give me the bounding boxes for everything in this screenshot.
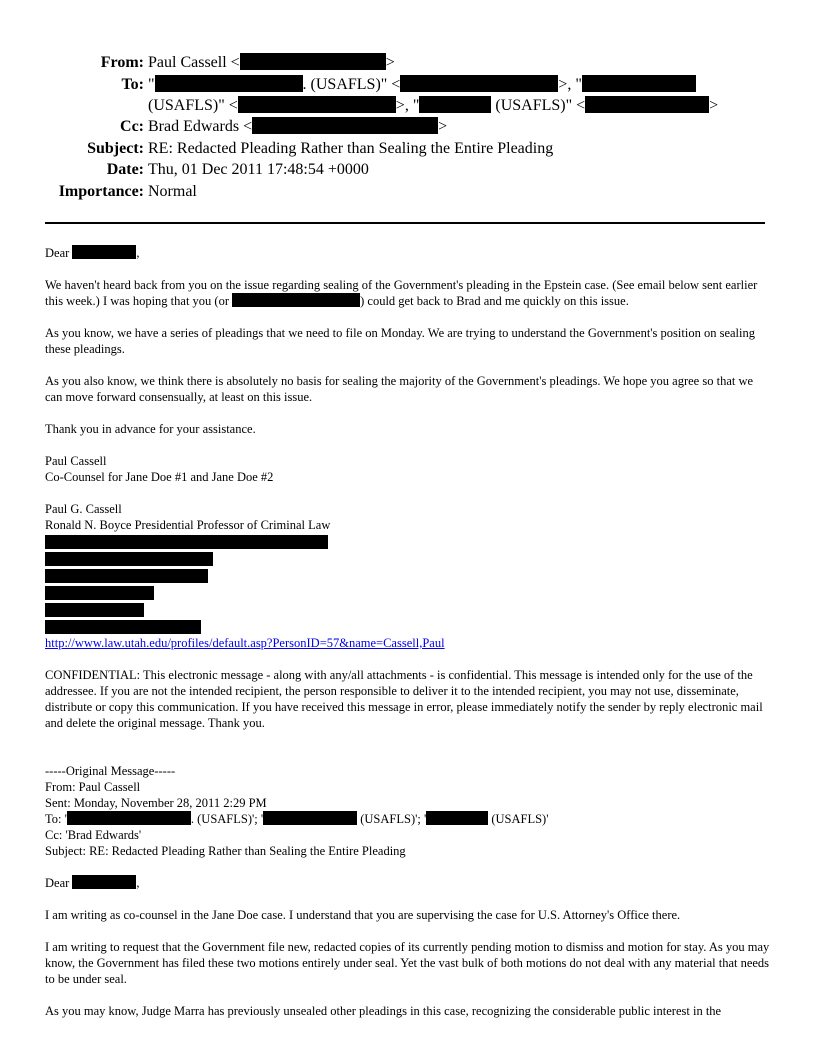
- redaction: [400, 75, 558, 92]
- confidentiality-notice: CONFIDENTIAL: This electronic message - along with any/all attachments - is confidential. This message is intended only for the use of the addressee. If you are not the intended recipient, the person responsible to deliver it to the intended recipient, you may not use, disseminate, distribute or copy this communication. If you have received this message in error, please immediately notify the sender by reply electronic mail and delete the original message. Thank you.: [45, 668, 763, 730]
- original-separator: -----Original Message-----: [45, 764, 176, 778]
- cc-value: Brad Edwards <: [148, 118, 253, 135]
- importance-value: Normal: [148, 183, 197, 200]
- greeting-text: Dear: [45, 246, 70, 260]
- header-divider: [45, 222, 765, 224]
- original-paragraph-3: As you may know, Judge Marra has previously unsealed other pleadings in this case, recognizing the considerable public interest in the: [45, 1004, 722, 1018]
- to-label: To:: [121, 76, 144, 93]
- signature-fullname: Paul G. Cassell: [45, 502, 122, 516]
- redaction: [45, 552, 213, 566]
- profile-link[interactable]: http://www.law.utah.edu/profiles/default.asp?PersonID=57&name=Cassell,Paul: [45, 636, 445, 650]
- to-part-2: >, ": [558, 76, 582, 93]
- greeting-punct: ,: [136, 246, 140, 260]
- date-value: Thu, 01 Dec 2011 17:48:54 +0000: [148, 161, 369, 178]
- signature-redactions: [45, 535, 770, 634]
- paragraph-2: As you know, we have a series of pleadings that we need to file on Monday. We are trying to understand the Government's position on sealing these pleadings.: [45, 326, 755, 356]
- original-cc: Cc: 'Brad Edwards': [45, 828, 142, 842]
- redaction: [45, 535, 328, 549]
- redaction: [72, 245, 136, 259]
- redaction: [426, 811, 488, 825]
- to-line2-a: (USAFLS)" <: [148, 97, 238, 114]
- to-row-continued: [148, 95, 718, 117]
- date-label: Date:: [106, 161, 144, 178]
- redaction: [45, 620, 201, 634]
- redaction: [252, 117, 438, 134]
- redaction: [419, 96, 491, 113]
- original-to-b: . (USAFLS)'; ': [190, 812, 264, 826]
- redaction: [582, 75, 696, 92]
- paragraph-1b: ) could get back to Brad and me quickly on this issue.: [360, 294, 629, 308]
- redaction: [232, 293, 360, 307]
- original-to-c: (USAFLS)'; ': [357, 812, 427, 826]
- to-line2-d: >: [709, 97, 719, 114]
- redaction: [238, 96, 396, 113]
- redaction: [585, 96, 709, 113]
- from-close: >: [385, 54, 395, 71]
- redaction: [67, 811, 191, 825]
- paragraph-3: As you also know, we think there is absolutely no basis for sealing the majority of the Government's pleadings. We hope you agree so that we can move forward consensually, at least on this issue.: [45, 374, 754, 404]
- message-body: [45, 245, 770, 1019]
- to-quote: ": [148, 76, 155, 93]
- subject-label: Subject:: [87, 140, 144, 157]
- to-line2-b: >, ": [395, 97, 420, 114]
- original-paragraph-2: I am writing to request that the Government file new, redacted copies of its currently pending motion to dismiss and motion for stay. As you may know, the Government has filed these two motions entirely under seal. Yet the vast bulk of both motions do not deal with any material that needs to be under seal.: [45, 940, 770, 986]
- redaction: [45, 569, 208, 583]
- original-sent: Sent: Monday, November 28, 2011 2:29 PM: [45, 796, 267, 810]
- cc-close: >: [438, 118, 448, 135]
- original-from: From: Paul Cassell: [45, 780, 141, 794]
- cc-label: Cc:: [120, 118, 144, 135]
- subject-value: RE: Redacted Pleading Rather than Sealing the Entire Pleading: [148, 140, 554, 157]
- greeting: [45, 245, 770, 261]
- original-to-d: (USAFLS)': [488, 812, 549, 826]
- redaction: [45, 603, 144, 617]
- signature-title: Ronald N. Boyce Presidential Professor of Criminal Law: [45, 518, 331, 532]
- signature-role: Co-Counsel for Jane Doe #1 and Jane Doe #2: [45, 470, 274, 484]
- original-subject: Subject: RE: Redacted Pleading Rather than Sealing the Entire Pleading: [45, 844, 406, 858]
- redaction: [240, 53, 386, 70]
- redaction: [45, 586, 154, 600]
- from-value: Paul Cassell <: [148, 54, 240, 71]
- original-greeting: [45, 875, 770, 891]
- to-line2-c: (USAFLS)" <: [491, 97, 586, 114]
- redaction: [263, 811, 357, 825]
- original-to-a: To: ': [45, 812, 67, 826]
- original-to: [45, 811, 770, 827]
- paragraph-1: [45, 277, 770, 309]
- from-label: From:: [100, 54, 144, 71]
- original-greeting-punct: ,: [136, 876, 140, 890]
- signature-name: Paul Cassell: [45, 454, 107, 468]
- to-part-1: . (USAFLS)" <: [302, 76, 401, 93]
- importance-label: Importance:: [58, 183, 144, 200]
- original-paragraph-1: I am writing as co-counsel in the Jane Doe case. I understand that you are supervising the case for U.S. Attorney's Office there.: [45, 908, 681, 922]
- redaction: [72, 875, 136, 889]
- paragraph-1a: We haven't heard back from you on the issue regarding sealing of the Government's pleading in the Epstein case. (See email below sent earlier this week.) I was hoping that you (or: [45, 278, 758, 308]
- redaction: [155, 75, 303, 92]
- original-greeting-text: Dear: [45, 876, 73, 890]
- paragraph-4: Thank you in advance for your assistance.: [45, 422, 256, 436]
